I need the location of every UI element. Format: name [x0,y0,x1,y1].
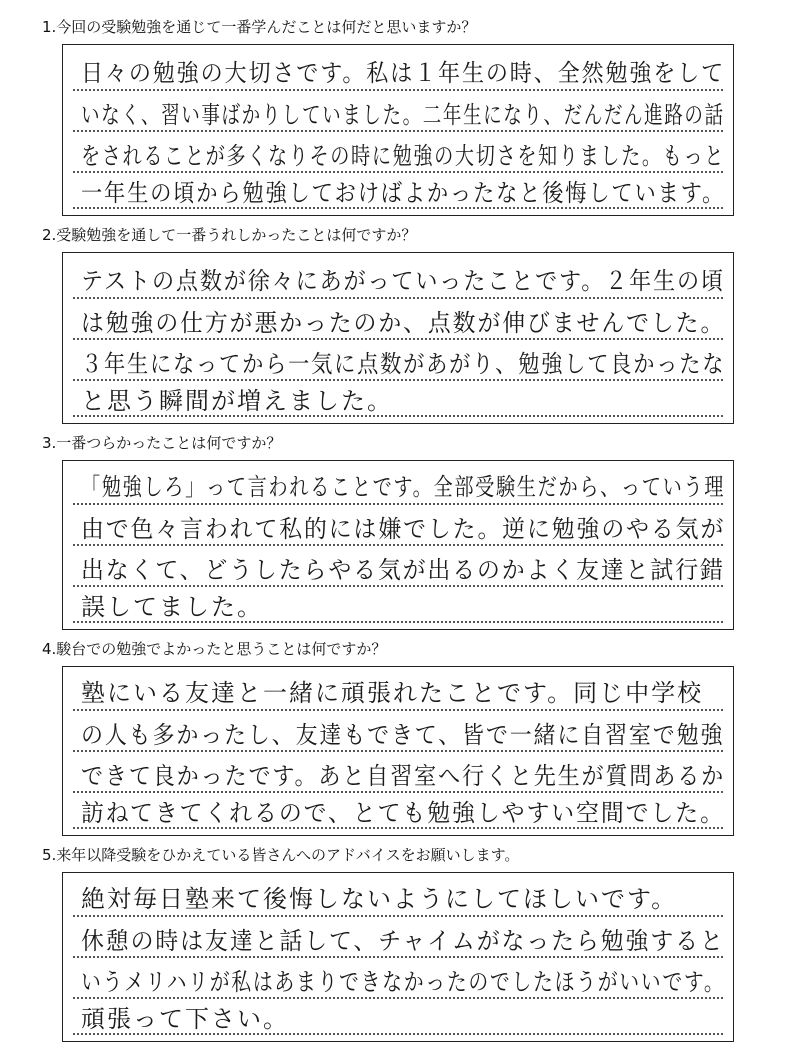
writing-line [73,379,723,381]
answer-line: と思う瞬間が増えました。 [81,387,393,415]
answer-line: 「勉強しろ」って言われることです。全部受験生だから、っていう理 [81,473,726,501]
writing-line [73,915,723,917]
writing-line [73,338,723,340]
writing-line [73,585,723,587]
answer-line: いなく、習い事ばかりしていました。二年生になり、だんだん進路の話 [81,101,725,129]
answer-line: 一年生の頃から勉強しておけばよかったなと後悔しています。 [81,179,726,207]
writing-line [73,621,723,623]
writing-line [73,956,723,958]
writing-line [73,297,723,299]
writing-line [73,544,723,546]
writing-line [73,503,723,505]
answer-box-1 [62,44,734,216]
answer-line: できて良かったです。あと自習室へ行くと先生が質問あるか [81,762,726,790]
answer-line: 日々の勉強の大切さです。私は１年生の時、全然勉強をして [81,59,726,87]
answer-line: いうメリハリが私はあまりできなかったのでしたほうがいいです。 [81,968,726,996]
answer-line: 絶対毎日塾来て後悔しないようにしてほしいです。 [81,885,678,913]
writing-line [73,415,723,417]
answer-line: 由で色々言われて私的には嫌でした。逆に勉強のやる気が [81,515,726,543]
answer-box-2 [62,252,734,424]
writing-line [73,207,723,209]
question-2: 2.受験勉強を通して一番うれしかったことは何ですか？ [42,226,417,244]
answer-line: は勉強の仕方が悪かったのか、点数が伸びませんでした。 [81,309,726,337]
question-5: 5.来年以降受験をひかえている皆さんへのアドバイスをお願いします。 [42,846,520,864]
answer-line: の人も多かったし、友達もできて、皆で一緒に自習室で勉強 [81,721,725,749]
writing-line [73,171,723,173]
answer-line: テストの点数が徐々にあがっていったことです。２年生の頃 [81,267,725,295]
writing-line [73,130,723,132]
answer-box-5 [62,872,734,1042]
writing-line [73,709,723,711]
answer-line: 出なくて、どうしたらやる気が出るのかよく友達と試行錯 [81,556,725,584]
writing-line [73,827,723,829]
question-3: 3.一番つらかったことは何ですか？ [42,434,282,452]
answer-box-3 [62,460,734,630]
answer-line: 頑張って下さい。 [81,1005,289,1033]
question-4: 4.駿台での勉強でよかったと思うことは何ですか？ [42,640,387,658]
answer-line: 訪ねてきてくれるので、とても勉強しやすい空間でした。 [81,799,725,827]
writing-line [73,1033,723,1035]
writing-line [73,89,723,91]
answer-box-4 [62,666,734,836]
writing-line [73,750,723,752]
answer-line: をされることが多くなりその時に勉強の大切さを知りました。もっと [81,142,725,170]
question-1: 1.今回の受験勉強を通じて一番学んだことは何だと思いますか？ [42,18,477,36]
answer-line: 誤してました。 [81,593,263,621]
answer-line: 休憩の時は友達と話して、チャイムがなったら勉強すると [81,927,725,955]
writing-line [73,997,723,999]
answer-line: ３年生になってから一気に点数があがり、勉強して良かったな [81,350,726,378]
writing-line [73,791,723,793]
answer-line: 塾にいる友達と一緒に頑張れたことです。同じ中学校 [81,679,704,707]
